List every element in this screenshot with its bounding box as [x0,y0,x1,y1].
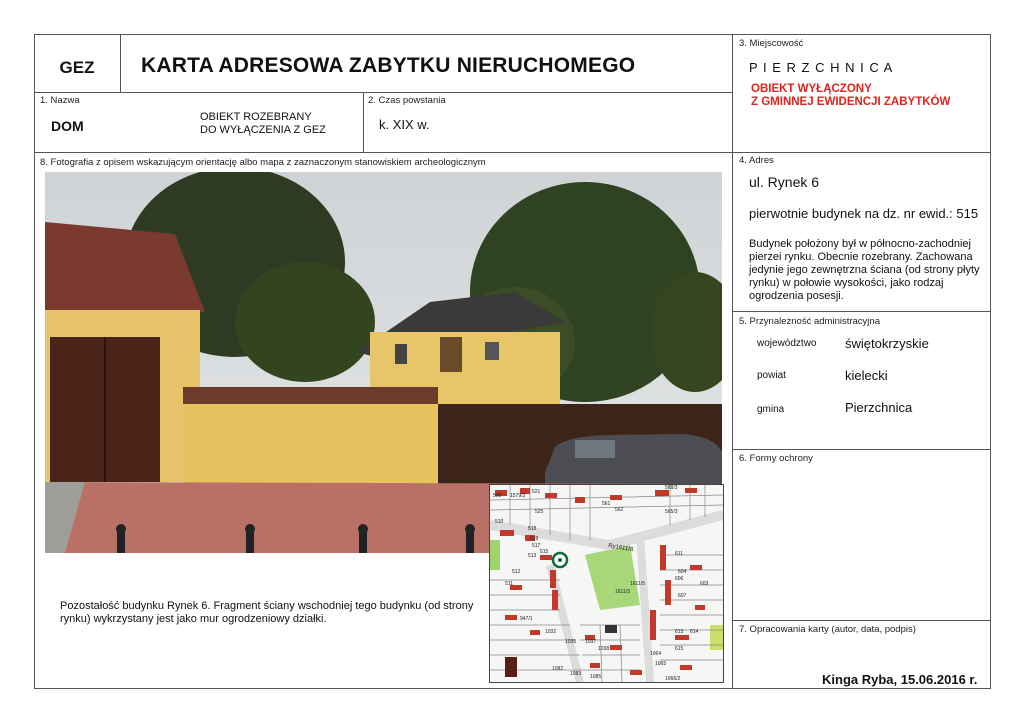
plot-value: pierwotnie budynek na dz. nr ewid.: 515 [749,206,979,221]
street-value: ul. Rynek 6 [749,174,820,190]
divider [34,152,991,153]
svg-text:1611/3: 1611/3 [615,589,630,595]
svg-text:1038: 1038 [598,646,610,652]
svg-text:1083: 1083 [570,671,582,677]
svg-text:614: 614 [690,629,699,635]
field-7-label: 7. Opracowania karty (autor, data, podpis) [739,624,916,635]
svg-text:568/3: 568/3 [665,485,678,491]
svg-text:1611/5: 1611/5 [630,581,645,587]
field-2-label: 2. Czas powstania [368,95,446,106]
divider [363,92,364,152]
svg-text:518: 518 [528,526,537,532]
name-value: DOM [51,118,84,134]
map-illustration [490,485,723,682]
field-8-label: 8. Fotografia z opisem wskazującym orientację albo mapa z zaznaczonym stanowiskiem archeologicznym [40,157,486,168]
admin-value: Pierzchnica [845,400,913,415]
svg-text:613: 613 [675,629,684,635]
field-4-label: 4. Adres [739,155,774,166]
svg-text:512: 512 [512,569,521,575]
svg-text:Ry1611/8: Ry1611/8 [607,543,634,554]
svg-text:513: 513 [528,553,537,559]
admin-value: świętokrzyskie [845,336,929,351]
author-signature: Kinga Ryba, 15.06.2016 r. [822,672,978,687]
demolished-note [200,111,326,137]
svg-text:517: 517 [532,543,541,549]
note-line-1: OBIEKT ROZEBRANY [200,111,312,123]
svg-text:1066/2: 1066/2 [665,676,681,682]
svg-text:561: 561 [602,501,611,507]
stamp-line-1: OBIEKT WYŁĄCZONY [751,83,872,95]
svg-text:562: 562 [615,507,624,513]
divider [34,92,732,93]
divider [732,620,991,621]
svg-text:1037: 1037 [585,639,597,645]
svg-text:1579/3: 1579/3 [510,493,526,499]
divider [732,34,733,689]
admin-row [757,368,987,384]
svg-text:603: 603 [700,581,709,587]
cadastral-map [489,484,724,683]
address-description: Budynek położony był w północno-zachodniej pierzei rynku. Obecnie rozebrany. Zachowana jedynie jego zewnętrzna ściana (od strony płyty rynku) w połowie wysokości, jako rodzaj ogrodzenia posesji. [749,238,980,302]
svg-text:1065: 1065 [655,661,667,667]
svg-text:1082: 1082 [552,666,564,672]
svg-text:1032: 1032 [545,629,557,635]
admin-key: powiat [757,370,786,381]
page-title: KARTA ADRESOWA ZABYTKU NIERUCHOMEGO [141,54,636,77]
stamp-line-2: Z GMINNEJ EWIDENCJI ZABYTKÓW [751,96,951,108]
svg-text:607: 607 [678,593,687,599]
field-3-label: 3. Miejscowość [739,38,804,49]
svg-text:606: 606 [675,576,684,582]
field-5-label: 5. Przynależność administracyjna [739,316,880,327]
note-line-2: DO WYŁĄCZENIA Z GEZ [200,124,326,136]
svg-text:611: 611 [675,551,683,557]
photo-caption: Pozostałość budynku Rynek 6. Fragment ściany wschodniej tego budynku (od strony rynku) wykrzystany jest jako mur ogrodzeniowy działki. [60,600,474,625]
date-value: k. XIX w. [379,117,430,132]
field-6-label: 6. Formy ochrony [739,453,813,464]
svg-text:510: 510 [495,519,504,525]
divider [732,311,991,312]
exclusion-stamp [751,83,950,109]
admin-key: województwo [757,338,817,349]
divider [120,34,121,92]
register-code: GEZ [59,58,95,77]
svg-text:506: 506 [493,493,502,499]
svg-text:1085: 1085 [590,674,602,680]
svg-text:519: 519 [530,536,539,542]
svg-text:565/3: 565/3 [665,509,678,515]
svg-text:1035: 1035 [565,639,577,645]
svg-text:615: 615 [675,646,684,652]
locality-value: P I E R Z C H N I C A [749,60,894,75]
admin-row [757,400,987,416]
admin-value: kielecki [845,368,888,383]
admin-row [757,336,987,352]
svg-text:947/1: 947/1 [520,616,533,622]
svg-text:521: 521 [532,489,541,495]
divider [732,449,991,450]
svg-text:515: 515 [540,549,549,555]
svg-text:1064: 1064 [650,651,662,657]
field-1-label: 1. Nazwa [40,95,80,106]
svg-text:604: 604 [678,569,687,575]
svg-text:511: 511 [505,581,513,587]
svg-text:525: 525 [535,509,544,515]
admin-key: gmina [757,404,785,415]
